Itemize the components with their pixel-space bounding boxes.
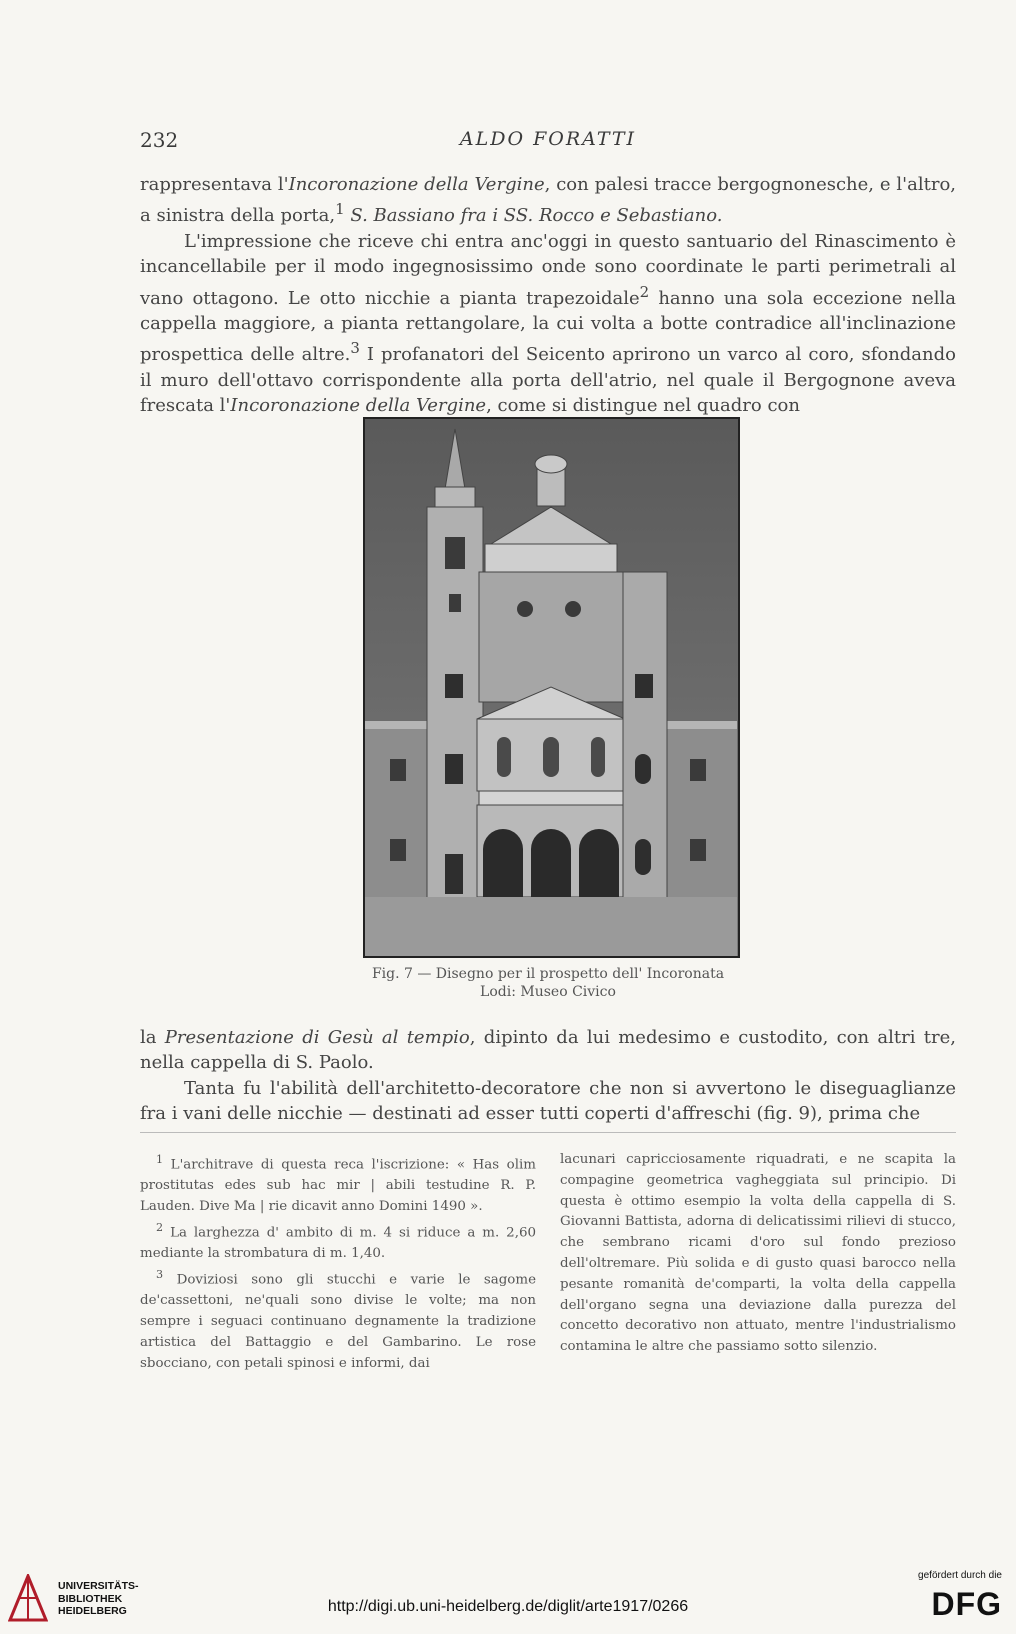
facade-drawing <box>365 419 738 956</box>
page-number: 232 <box>140 128 179 152</box>
text-run: la <box>140 1027 165 1048</box>
footnote <box>140 1218 536 1265</box>
running-head: ALDO FORATTI <box>459 128 637 150</box>
footnote-ref[interactable]: 2 <box>639 282 650 301</box>
figure-source: Lodi: Museo Civico <box>480 984 616 1000</box>
library-name-line: HEIDELBERG <box>58 1605 127 1617</box>
footnote <box>140 1265 536 1374</box>
text-run: , come si distingue nel quadro con <box>486 395 800 417</box>
body-text-top <box>140 172 956 419</box>
footnote-number: 2 <box>156 1220 164 1234</box>
body-text-bottom <box>140 1025 956 1127</box>
library-name-line: BIBLIOTHEK <box>58 1592 123 1605</box>
footnote-ref[interactable]: 3 <box>350 339 360 358</box>
page-footer <box>0 1560 1016 1634</box>
figure-church-facade <box>363 417 740 958</box>
italic-title: Incoronazione della Vergine <box>288 174 545 195</box>
library-name-line: UNIVERSITÄTS- <box>58 1580 139 1592</box>
text-run: rappresentava l' <box>140 174 289 195</box>
footnote-text: La larghezza d' ambito di m. 4 si riduce a m. 2,60 mediante la strombatura di m. 1,40. <box>140 1225 536 1262</box>
source-url-link[interactable]: http://digi.ub.uni-heidelberg.de/diglit/arte1917/0266 <box>327 1598 689 1615</box>
paragraph <box>140 229 956 419</box>
italic-title: Incoronazione della Vergine <box>230 395 487 417</box>
italic-title: Presentazione di Gesù al tempio <box>164 1027 470 1048</box>
italic-title: S. Bassiano fra i SS. Rocco e Sebastiano. <box>350 205 723 227</box>
dfg-logo: DFG <box>931 1586 1002 1622</box>
text-run: hanno una sola eccezione nella cappella maggiore, a pianta rettangolare, la cui volta a botte contradice all'inclinazione prospettica delle altre. <box>140 287 957 366</box>
figure-caption: Fig. 7 — Disegno per il prospetto dell' Incoronata <box>371 966 725 982</box>
footnote-number: 3 <box>156 1267 164 1281</box>
paragraph <box>140 1025 956 1076</box>
footnotes-right-column <box>560 1150 956 1358</box>
paragraph <box>140 172 956 229</box>
footnote-divider <box>140 1132 956 1133</box>
footnote <box>140 1150 536 1218</box>
footnote-text: L'architrave di questa reca l'iscrizione: « Has olim prostitutas edes sub hac mir | abili testudine R. P. Lauden. Dive Ma | rie dicavit anno Domini 1490 ». <box>140 1157 536 1215</box>
page-header <box>140 128 956 158</box>
text-run: , con palesi tracce bergognonesche, e l'altro, a sinistra della porta, <box>140 174 956 227</box>
footnote-text: Doviziosi sono gli stucchi e varie le sagome de'cassettoni, ne'quali sono divise le volte; ma non sempre i seguaci continuano degnamente la tradizione artistica del Battaggio e del Gambarino. Le rose sbocciano, con petali spinosi e informi, dai <box>140 1272 536 1371</box>
text-run: , dipinto da lui medesimo e custodito, con altri tre, nella cappella di S. Paolo. <box>140 1027 956 1074</box>
text-run: I profanatori del Seicento aprirono un varco al coro, sfondando il muro dell'ottavo corrispondente alla porta dell'atrio, nel quale il Bergognone aveva frescata l' <box>140 344 956 417</box>
footnote-number: 1 <box>156 1153 164 1166</box>
paragraph: Tanta fu l'abilità dell'architetto-decoratore che non si avvertono le diseguaglianze fra i vani delle nicchie — destinati ad esser tutti coperti d'affreschi (fig. 9), prima che <box>140 1077 956 1125</box>
footnote-continuation: lacunari capricciosamente riquadrati, e ne scapita la compagine geometrica vagheggiata sul principio. Di questa è ottimo esempio la volta della cappella di S. Giovanni Battista, adorna di delicatissimi rilievi di stucco, che sembrano ricami d'oro sul fondo prezioso dell'oltremare. Più solida e di gusto quasi barocco nella pesante romanità de'comparti, la volta della cappella dell'organo segna una deviazione dalla purezza del concetto decorativo non attuato, mentre l'industrialismo contamina le altre che passiamo sotto silenzio. <box>560 1152 956 1355</box>
footnotes-left-column <box>140 1150 536 1374</box>
text-run: L'impressione che riceve chi entra anc'oggi in questo santuario del Rinascimento è incancellabile per il modo ingegnosissimo onde sono coordinate le parti perimetrali al vano ottagono. Le otto nicchie a pianta trapezoidale <box>140 230 956 309</box>
footnote-ref[interactable]: 1 <box>335 200 345 219</box>
funded-by-label: gefördert durch die <box>918 1570 1002 1581</box>
